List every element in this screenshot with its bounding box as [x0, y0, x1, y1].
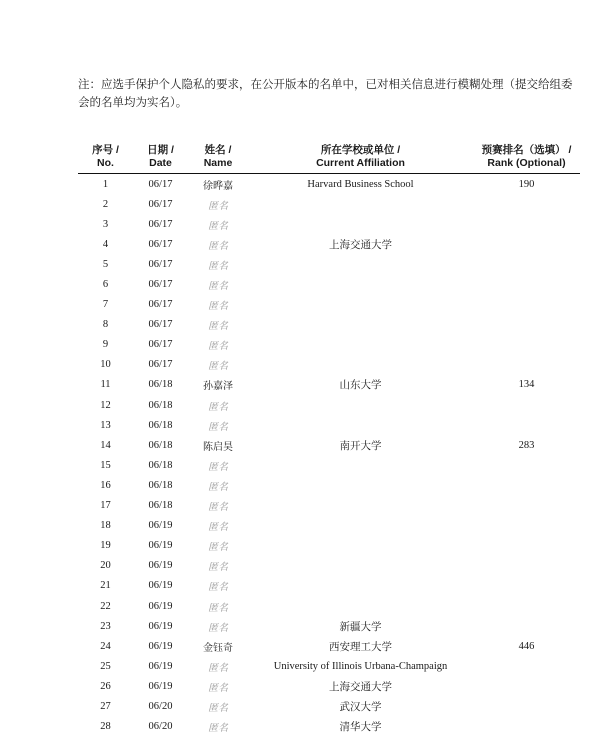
cell-affiliation: [248, 335, 473, 355]
table-row: [78, 274, 580, 294]
cell-date: 06/18: [148, 439, 173, 451]
table-row: [78, 234, 580, 254]
table-header-row: [78, 144, 580, 174]
cell-name: 匿名: [208, 281, 228, 293]
cell-name: 匿名: [208, 502, 228, 514]
cell-affiliation: 南开大学: [339, 440, 382, 452]
cell-date: 06/17: [148, 299, 173, 311]
cell-rank: [473, 556, 580, 576]
cell-no: 17: [100, 500, 111, 512]
cell-date: 06/18: [148, 500, 173, 512]
cell-name: 匿名: [208, 341, 228, 353]
cell-date: 06/17: [148, 279, 173, 291]
cell-no: 12: [100, 399, 111, 411]
cell-date: 06/17: [148, 198, 173, 210]
cell-date: 06/19: [148, 600, 173, 612]
table-row: [78, 435, 580, 455]
cell-no: 20: [100, 560, 111, 572]
cell-rank: [473, 656, 580, 676]
cell-name: 匿名: [208, 220, 228, 232]
table-row: [78, 676, 580, 696]
cell-affiliation: 新疆大学: [339, 621, 382, 633]
table-row: [78, 556, 580, 576]
cell-no: 11: [100, 379, 111, 391]
cell-name: 匿名: [208, 682, 228, 694]
cell-date: 06/19: [148, 580, 173, 592]
cell-name: 匿名: [208, 200, 228, 212]
cell-affiliation: [248, 395, 473, 415]
cell-date: 06/19: [148, 560, 173, 572]
cell-date: 06/18: [148, 399, 173, 411]
cell-no: 2: [102, 198, 109, 210]
privacy-note: 注：应选手保护个人隐私的要求，在公开版本的名单中，已对相关信息进行模糊处理（提交给组委会的名单均为实名）。: [78, 79, 573, 109]
header-no: 序号 / No.: [92, 144, 119, 169]
cell-date: 06/17: [148, 258, 173, 270]
cell-name: 匿名: [208, 622, 228, 634]
cell-no: 3: [102, 218, 109, 230]
cell-affiliation: [248, 415, 473, 435]
cell-rank: [473, 295, 580, 315]
cell-no: 28: [100, 721, 111, 733]
table-row: [78, 455, 580, 475]
cell-name: 匿名: [208, 401, 228, 413]
cell-name: 匿名: [208, 562, 228, 574]
cell-date: 06/19: [148, 640, 173, 652]
cell-affiliation: [248, 214, 473, 234]
cell-date: 06/19: [148, 620, 173, 632]
cell-name: 匿名: [208, 361, 228, 373]
header-rank: 预赛排名（选填） / Rank (Optional): [481, 144, 572, 169]
table-row: [78, 375, 580, 395]
cell-affiliation: [248, 556, 473, 576]
table-row: [78, 516, 580, 536]
cell-no: 15: [100, 459, 111, 471]
cell-no: 26: [100, 680, 111, 692]
cell-affiliation: [248, 194, 473, 214]
cell-rank: [473, 455, 580, 475]
cell-name: 匿名: [208, 522, 228, 534]
cell-no: 9: [102, 339, 109, 351]
cell-affiliation: [248, 496, 473, 516]
cell-rank: [473, 516, 580, 536]
cell-no: 22: [100, 600, 111, 612]
cell-no: 7: [102, 299, 109, 311]
table-row: [78, 194, 580, 214]
cell-date: 06/18: [148, 459, 173, 471]
cell-affiliation: 山东大学: [339, 380, 382, 392]
cell-rank: [473, 214, 580, 234]
table-row: [78, 656, 580, 676]
cell-no: 5: [102, 258, 109, 270]
cell-date: 06/19: [148, 520, 173, 532]
cell-no: 4: [102, 238, 109, 250]
cell-name: 匿名: [208, 702, 228, 714]
cell-date: 06/20: [148, 721, 173, 733]
cell-rank: [473, 395, 580, 415]
cell-affiliation: 清华大学: [339, 722, 382, 734]
cell-affiliation: [248, 254, 473, 274]
table-row: [78, 214, 580, 234]
cell-rank: [473, 536, 580, 556]
cell-rank: 283: [518, 439, 535, 451]
cell-affiliation: [248, 596, 473, 616]
cell-affiliation: [248, 455, 473, 475]
cell-date: 06/17: [148, 359, 173, 371]
cell-no: 8: [102, 319, 109, 331]
cell-date: 06/17: [148, 238, 173, 250]
cell-name: 匿名: [208, 240, 228, 252]
cell-rank: [473, 616, 580, 636]
cell-name: 匿名: [208, 582, 228, 594]
table-row: [78, 254, 580, 274]
cell-date: 06/18: [148, 379, 173, 391]
cell-name: 孙嘉泽: [203, 381, 233, 393]
cell-affiliation: [248, 355, 473, 375]
cell-rank: [473, 274, 580, 294]
header-affiliation: 所在学校或单位 / Current Affiliation: [316, 144, 405, 169]
cell-rank: [473, 234, 580, 254]
cell-name: 匿名: [208, 602, 228, 614]
cell-rank: [473, 596, 580, 616]
cell-affiliation: 西安理工大学: [329, 641, 392, 653]
cell-affiliation: 武汉大学: [339, 701, 382, 713]
cell-rank: [473, 254, 580, 274]
cell-date: 06/18: [148, 479, 173, 491]
cell-no: 21: [100, 580, 111, 592]
table-row: [78, 576, 580, 596]
cell-date: 06/19: [148, 540, 173, 552]
cell-name: 匿名: [208, 321, 228, 333]
table-body: [78, 174, 580, 737]
cell-date: 06/17: [148, 319, 173, 331]
cell-name: 匿名: [208, 542, 228, 554]
cell-date: 06/17: [148, 339, 173, 351]
cell-name: 匿名: [208, 723, 228, 735]
cell-no: 13: [100, 419, 111, 431]
cell-no: 24: [100, 640, 111, 652]
header-name: 姓名 / Name: [203, 144, 233, 169]
cell-affiliation: [248, 295, 473, 315]
cell-no: 27: [100, 700, 111, 712]
cell-name: 匿名: [208, 662, 228, 674]
cell-date: 06/17: [148, 178, 173, 190]
cell-no: 6: [102, 279, 109, 291]
table-row: [78, 174, 580, 195]
table-row: [78, 696, 580, 716]
cell-no: 10: [100, 359, 111, 371]
table-row: [78, 395, 580, 415]
cell-rank: [473, 475, 580, 495]
table-row: [78, 315, 580, 335]
cell-rank: 190: [518, 178, 535, 190]
cell-rank: [473, 315, 580, 335]
cell-rank: [473, 696, 580, 716]
table-row: [78, 295, 580, 315]
cell-date: 06/17: [148, 218, 173, 230]
cell-affiliation: 上海交通大学: [329, 239, 392, 251]
table-row: [78, 717, 580, 737]
cell-affiliation: [248, 315, 473, 335]
table-row: [78, 596, 580, 616]
cell-no: 18: [100, 520, 111, 532]
cell-rank: [473, 496, 580, 516]
cell-date: 06/19: [148, 680, 173, 692]
cell-rank: [473, 194, 580, 214]
cell-date: 06/18: [148, 419, 173, 431]
cell-affiliation: [248, 536, 473, 556]
cell-no: 14: [100, 439, 111, 451]
cell-rank: [473, 335, 580, 355]
cell-rank: [473, 676, 580, 696]
cell-rank: 134: [518, 379, 535, 391]
table-row: [78, 335, 580, 355]
cell-no: 16: [100, 479, 111, 491]
cell-affiliation: 上海交通大学: [329, 681, 392, 693]
cell-no: 19: [100, 540, 111, 552]
cell-name: 徐晔嘉: [203, 180, 233, 192]
table-row: [78, 496, 580, 516]
table-row: [78, 415, 580, 435]
table-row: [78, 475, 580, 495]
cell-rank: [473, 415, 580, 435]
cell-rank: [473, 576, 580, 596]
cell-name: 匿名: [208, 301, 228, 313]
table-row: [78, 636, 580, 656]
cell-affiliation: Harvard Business School: [307, 178, 414, 190]
table-row: [78, 355, 580, 375]
cell-name: 匿名: [208, 481, 228, 493]
cell-no: 23: [100, 620, 111, 632]
cell-rank: [473, 355, 580, 375]
cell-no: 25: [100, 660, 111, 672]
header-date: 日期 / Date: [147, 144, 174, 169]
cell-name: 匿名: [208, 421, 228, 433]
registration-table: [78, 144, 580, 737]
cell-name: 匿名: [208, 461, 228, 473]
cell-name: 匿名: [208, 260, 228, 272]
cell-affiliation: [248, 576, 473, 596]
cell-date: 06/19: [148, 660, 173, 672]
cell-date: 06/20: [148, 700, 173, 712]
cell-name: 金钰奇: [203, 642, 233, 654]
cell-affiliation: [248, 274, 473, 294]
cell-affiliation: University of Illinois Urbana-Champaign: [273, 660, 448, 672]
cell-rank: [473, 717, 580, 737]
table-row: [78, 616, 580, 636]
cell-affiliation: [248, 516, 473, 536]
table-row: [78, 536, 580, 556]
cell-name: 陈启昊: [203, 441, 233, 453]
cell-no: 1: [102, 178, 109, 190]
cell-rank: 446: [518, 640, 535, 652]
cell-affiliation: [248, 475, 473, 495]
